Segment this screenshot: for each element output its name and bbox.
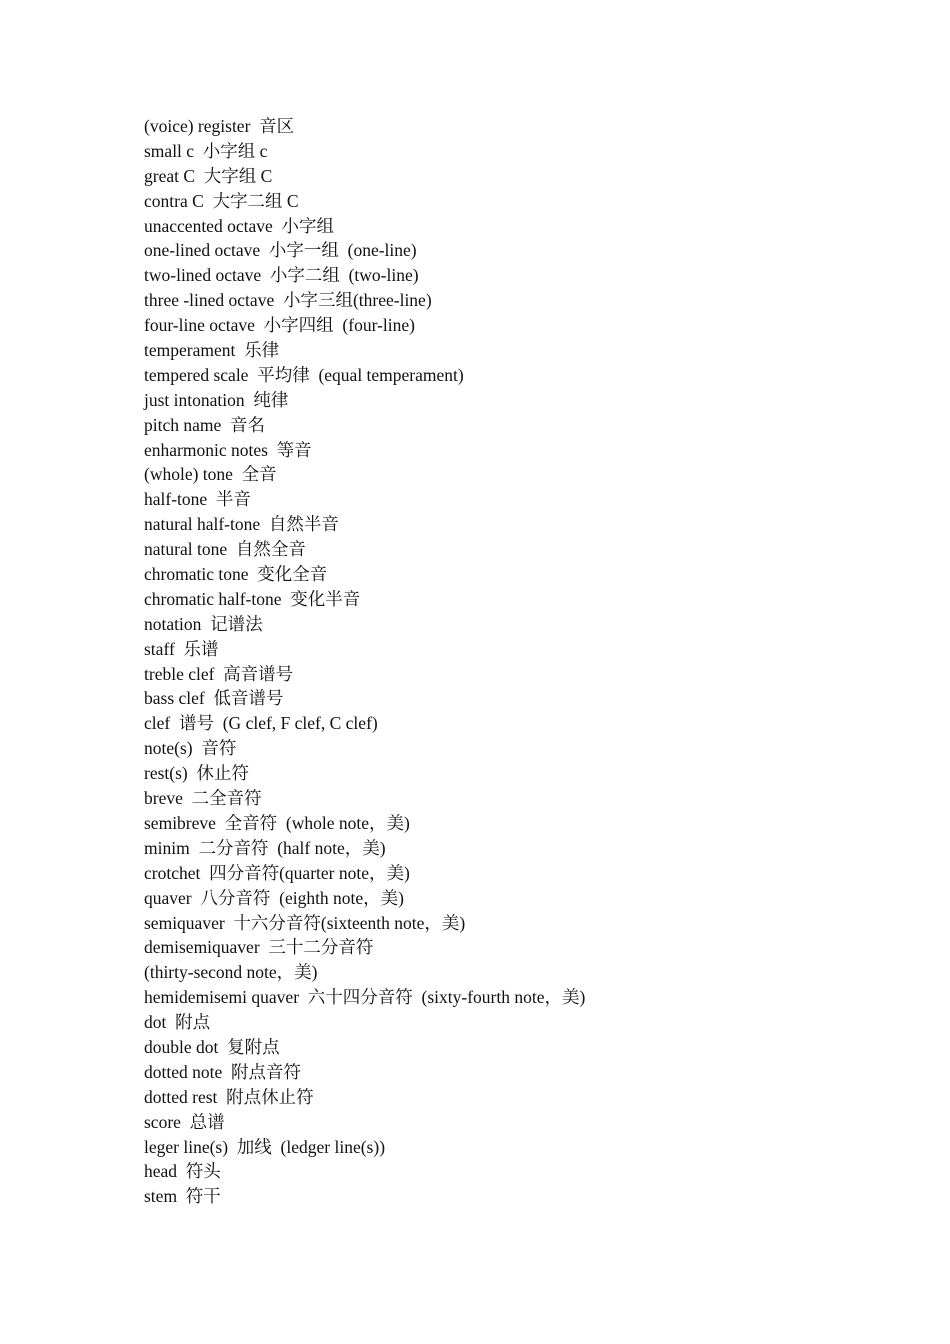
glossary-entry: three -lined octave 小字三组(three-line) [144,290,432,311]
glossary-entry: semibreve 全音符 (whole note，美) [144,812,410,833]
glossary-entry: (thirty-second note，美) [144,962,318,983]
glossary-entry: dotted note 附点音符 [144,1061,301,1082]
glossary-entry: enharmonic notes 等音 [144,439,312,460]
glossary-entry: chromatic tone 变化全音 [144,564,328,585]
glossary-entry: tempered scale 平均律 (equal temperament) [144,364,464,385]
glossary-entry: unaccented octave 小字组 [144,215,334,236]
glossary-entry: score 总谱 [144,1111,225,1132]
glossary-entry: dot 附点 [144,1012,211,1033]
glossary-entry: semiquaver 十六分音符(sixteenth note，美) [144,912,466,933]
glossary-entry: two-lined octave 小字二组 (two-line) [144,265,419,286]
glossary-entry: (voice) register 音区 [144,116,295,136]
glossary-entry: note(s) 音符 [144,738,237,759]
glossary-entry: double dot 复附点 [144,1036,280,1057]
glossary-entry: chromatic half-tone 变化半音 [144,588,361,609]
glossary-entry: (whole) tone 全音 [144,464,277,485]
glossary-entry: just intonation 纯律 [144,389,289,410]
glossary-entry: crotchet 四分音符(quarter note，美) [144,862,410,883]
glossary-entry: half-tone 半音 [144,489,251,510]
glossary-entry: four-line octave 小字四组 (four-line) [144,315,415,336]
glossary-entry: treble clef 高音谱号 [144,663,294,684]
glossary-entry: leger line(s) 加线 (ledger line(s)) [144,1136,386,1157]
glossary-entry: small c 小字组 c [144,140,268,161]
glossary-entry: great C 大字组 C [144,165,273,186]
glossary-entry: contra C 大字二组 C [144,190,299,211]
glossary-entry: stem 符干 [144,1186,221,1207]
glossary-list [144,114,585,1209]
glossary-entry: head 符头 [144,1161,221,1182]
glossary-entry: minim 二分音符 (half note，美) [144,837,386,858]
glossary-entry: hemidemisemi quaver 六十四分音符 (sixty-fourth note，美) [144,987,586,1008]
glossary-entry: clef 谱号 (G clef, F clef, C clef) [144,713,378,734]
glossary-entry: breve 二全音符 [144,788,262,809]
glossary-entry: natural tone 自然全音 [144,539,306,560]
glossary-entry: natural half-tone 自然半音 [144,514,339,535]
glossary-entry: rest(s) 休止符 [144,763,249,784]
glossary-entry: dotted rest 附点休止符 [144,1086,314,1107]
glossary-entry: demisemiquaver 三十二分音符 [144,937,374,958]
glossary-entry: one-lined octave 小字一组 (one-line) [144,240,417,261]
glossary-entry: quaver 八分音符 (eighth note，美) [144,887,405,908]
glossary-entry: temperament 乐律 [144,340,280,361]
glossary-entry: pitch name 音名 [144,414,266,435]
glossary-entry: bass clef 低音谱号 [144,688,284,709]
glossary-entry: notation 记谱法 [144,613,263,634]
glossary-entry: staff 乐谱 [144,638,219,659]
